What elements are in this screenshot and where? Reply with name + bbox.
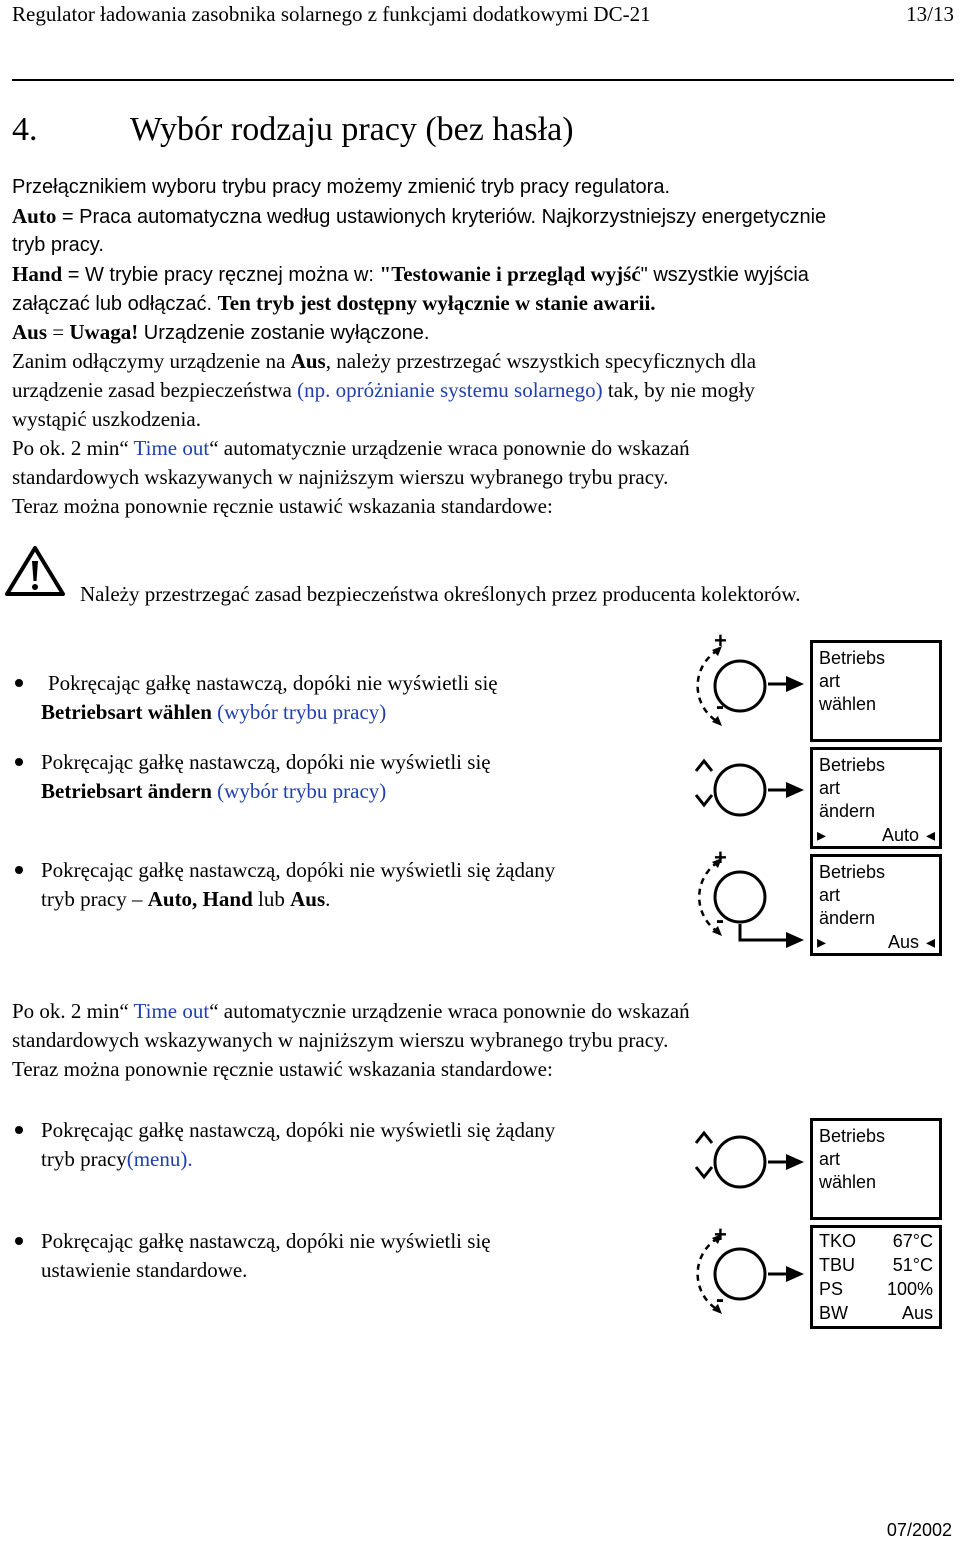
step-3-bold: Auto, Hand [147,887,253,911]
rotary-knob-icon [690,745,810,855]
step-4-line-2 [41,1145,193,1174]
pook-a: Po ok. 2 min“ [12,436,134,460]
step-3-line-1: Pokręcając gałkę nastawczą, dopóki nie wyświetli się żądany [41,858,556,882]
outro-pook-timeout: Time out [133,999,210,1023]
lcd-key: BW [819,1303,848,1323]
cursor-right-icon: ▸ [817,825,827,845]
lcd-key: TBU [819,1255,855,1275]
outro-pook-a: Po ok. 2 min“ [12,999,134,1023]
pook-line-2: standardowych wskazywanych w najniższym wierszu wybranego trybu pracy. [12,465,669,489]
rotary-knob-icon [690,1228,810,1328]
step-4-line-2a: tryb pracy [41,1147,127,1171]
bullet [15,679,23,687]
hand-label: Hand [12,262,63,286]
lcd-value: 51°C [892,1255,933,1275]
step-3-line-2b: lub [252,887,291,911]
step-4-blue: (menu). [126,1147,193,1171]
zanim-line-2c: tak, by nie mogły [602,378,755,402]
hand-text-2: " wszystkie wyjścia [640,264,809,286]
lcd-line: Betriebs [819,648,886,668]
zanim-line-1 [12,347,756,376]
header-rule [12,79,954,81]
auto-line [12,202,826,232]
hand-line [12,260,809,290]
warning-text: Należy przestrzegać zasad bezpieczeństwa określonych przez producenta kolektorów. [80,582,801,606]
auto-description: = Praca automatyczna według ustawionych kryteriów. Najkorzystniejszy energetycznie [56,206,827,228]
pook-line-1 [12,434,690,463]
cursor-left-icon: ◂ [925,932,935,952]
section-number: 4. [12,111,38,148]
rotary-knob-icon [690,1117,810,1227]
bullet [15,758,23,766]
bullet [15,1126,23,1134]
lcd-line: ändern [819,908,876,928]
rotary-knob-icon [690,636,810,746]
step-4-line-1: Pokręcając gałkę nastawczą, dopóki nie wyświetli się żądany [41,1118,556,1142]
lcd-line: Betriebs [819,1126,886,1146]
aus-text: Urządzenie zostanie wyłączone. [138,322,430,344]
rotary-knob-icon [690,852,810,962]
minus-sign: - [716,907,724,934]
lcd-line: ändern [819,801,876,821]
step-3-bold-2: Aus [290,887,326,911]
lcd-line: art [819,1149,841,1169]
pook-c: “ automatycznie urządzenie wraca ponownie do wskazań [209,436,690,460]
step-2-bold: Betriebsart ändern [41,779,212,803]
outro-pook-c: “ automatycznie urządzenie wraca ponownie do wskazań [209,999,690,1023]
aus-label: Aus [12,320,48,344]
minus-sign: - [716,693,724,720]
warning-icon [4,545,66,597]
step-3-line-2a: tryb pracy – [41,887,148,911]
lcd-display-2 [810,747,942,849]
lcd-display-4 [810,1118,942,1220]
hand-line-2b: Ten tryb jest dostępny wyłącznie w stanie awarii. [217,291,656,315]
pook-timeout: Time out [133,436,210,460]
zanim-bold: Aus [290,349,326,373]
auto-description-2: tryb pracy. [12,234,104,256]
step-1-line-2 [41,698,386,727]
lcd-value: 67°C [892,1231,933,1251]
outro-teraz: Teraz można ponownie ręcznie ustawić wskazania standardowe: [12,1057,553,1081]
lcd-display-1 [810,640,942,742]
lcd-line: wählen [819,1172,877,1192]
lcd-line: art [819,778,841,798]
lcd-display-5 [810,1225,942,1329]
auto-label: Auto [12,204,57,228]
step-5-line-2: ustawienie standardowe. [41,1258,248,1282]
cursor-left-icon: ◂ [925,825,935,845]
plus-sign: + [714,1222,727,1247]
step-3-line-2 [41,885,330,914]
zanim-line-2 [12,376,755,405]
lcd-display-3 [810,854,942,956]
lcd-key: TKO [819,1231,857,1251]
aus-line [12,318,429,348]
hand-bold: "Testowanie i przegląd wyjść [379,262,641,286]
intro-paragraph-1: Przełącznikiem wyboru trybu pracy możemy zmienić tryb pracy regulatora. [12,176,670,198]
lcd-value: Aus [901,1303,933,1323]
lcd-key: PS [819,1279,844,1299]
lcd-value: Auto [881,825,919,845]
zanim-line-3: wystąpić uszkodzenia. [12,407,201,431]
step-3-line-2c: . [325,887,331,911]
document-title: Regulator ładowania zasobnika solarnego z funkcjami dodatkowymi DC-21 [12,2,651,26]
section-heading: Wybór rodzaju pracy (bez hasła) [130,111,574,148]
hand-line-2a: załączać lub odłączać. [12,293,218,315]
zanim-line-2a: urządzenie zasad bezpieczeństwa [12,378,298,402]
step-1-line-1: Pokręcając gałkę nastawczą, dopóki nie wyświetli się [48,671,498,695]
lcd-value: 100% [886,1279,933,1299]
minus-sign: - [716,1286,724,1313]
lcd-line: Betriebs [819,862,886,882]
lcd-line: wählen [819,694,877,714]
zanim-a: Zanim odłączymy urządzenie na [12,349,291,373]
plus-sign: + [714,628,727,653]
teraz-line: Teraz można ponownie ręcznie ustawić wskazania standardowe: [12,494,553,518]
hand-text-1: = W trybie pracy ręcznej można w: [62,264,380,286]
step-2-line-2 [41,777,386,806]
step-5-line-1: Pokręcając gałkę nastawczą, dopóki nie wyświetli się [41,1229,491,1253]
cursor-right-icon: ▸ [817,932,827,952]
lcd-line: art [819,885,841,905]
lcd-value: Aus [887,932,919,952]
plus-sign: + [714,845,727,870]
aus-eq: = [47,320,70,344]
aus-warning: Uwaga! [69,320,139,344]
page-number: 13/13 [906,2,954,26]
zanim-line-2b: (np. opróżnianie systemu solarnego) [297,378,603,402]
outro-pook-line-1 [12,997,690,1026]
lcd-line: art [819,671,841,691]
lcd-line: Betriebs [819,755,886,775]
bullet [15,866,23,874]
footer-date: 07/2002 [886,1520,952,1540]
step-1-bold: Betriebsart wählen [41,700,212,724]
step-1-blue: (wybór trybu pracy) [211,700,387,724]
outro-pook-line-2: standardowych wskazywanych w najniższym wierszu wybranego trybu pracy. [12,1028,669,1052]
bullet [15,1237,23,1245]
step-2-line-1: Pokręcając gałkę nastawczą, dopóki nie wyświetli się [41,750,491,774]
step-2-blue: (wybór trybu pracy) [211,779,387,803]
hand-line-2 [12,289,656,319]
zanim-b: , należy przestrzegać wszystkich specyficznych dla [325,349,757,373]
